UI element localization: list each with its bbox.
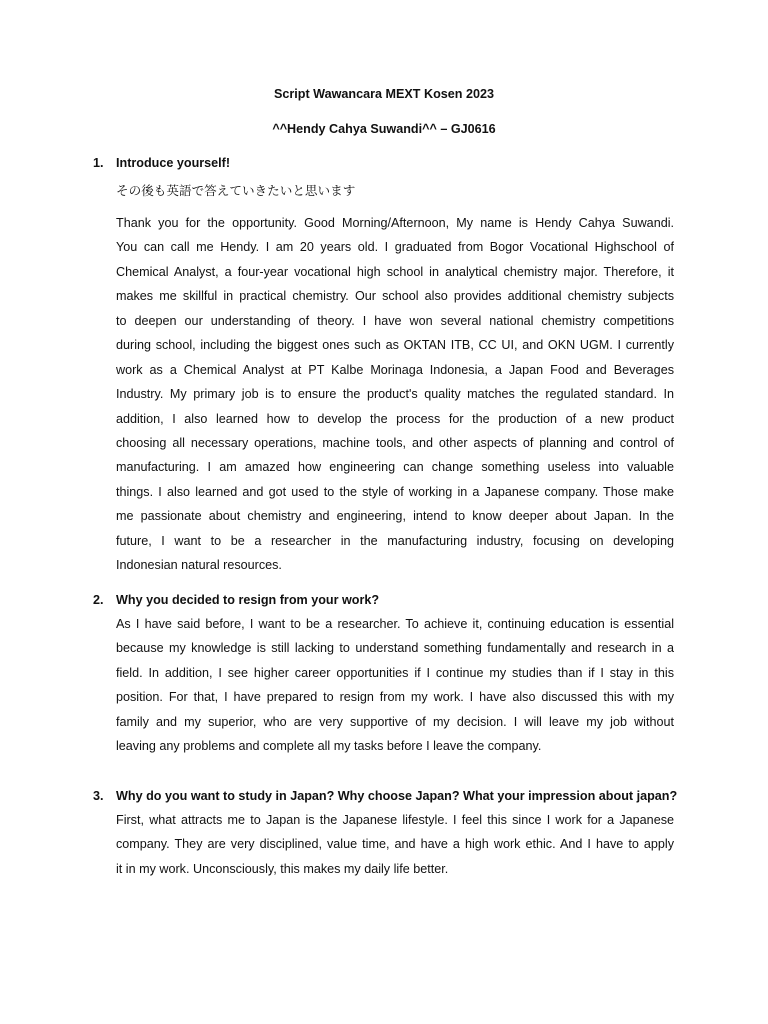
question-heading: Why do you want to study in Japan? Why choose Japan? What your impression about japan? — [116, 789, 678, 803]
japanese-note: その後も英語で答えていきたいと思います — [116, 183, 356, 198]
answer-line: Thank you for the opportunity. Good Morning/Afternoon, My name is Hendy Cahya Suwandi. — [116, 216, 674, 230]
answer-line: field. In addition, I see higher career opportunities if I continue my studies than if I stay in this — [116, 665, 674, 680]
answer-line: because my knowledge is still lacking to understand something fundamentally and research in a — [116, 641, 674, 656]
answer-line: addition, I also learned how to develop the process for the production of a new product — [116, 411, 674, 426]
answer-line: You can call me Hendy. I am 20 years old. I graduated from Bogor Vocational Highschool of — [116, 240, 674, 255]
answer-line: family and my superior, who are very supportive of my decision. I will leave my job without — [116, 714, 674, 729]
question-heading: Why you decided to resign from your work? — [116, 593, 380, 607]
answer-line: manufacturing. I am amazed how engineering can change something useless into valuable — [116, 460, 674, 475]
answer-line: work as a Chemical Analyst at PT Kalbe Morinaga Indonesia, a Japan Food and Beverages — [116, 362, 674, 377]
question-number: 1. — [93, 156, 104, 170]
answer-paragraph — [116, 211, 674, 578]
question-number: 3. — [93, 789, 104, 803]
answer-line: choosing all necessary operations, machine tools, and other aspects of planning and control of — [116, 435, 674, 450]
answer-paragraph — [116, 808, 674, 881]
answer-line: to deepen our understanding of theory. I have won several national chemistry competitions — [116, 313, 674, 328]
question-number: 2. — [93, 593, 104, 607]
question-heading: Introduce yourself! — [116, 156, 231, 170]
answer-line: leaving any problems and complete all my tasks before I leave the company. — [116, 739, 542, 754]
answer-line: during school, including the biggest ones such as OKTAN ITB, CC UI, and OKN UGM. I currently — [116, 338, 674, 353]
answer-line: me passionate about chemistry and engineering, intend to know deeper about Japan. In the — [116, 509, 674, 524]
answer-line: As I have said before, I want to be a researcher. To achieve it, continuing education is essential — [116, 617, 674, 631]
answer-line: Industry. My primary job is to ensure the product's quality matches the regulated standard. In — [116, 387, 674, 402]
answer-line: future, I want to be a researcher in the manufacturing industry, focusing on developing — [116, 533, 674, 548]
answer-paragraph — [116, 612, 674, 759]
document-title: Script Wawancara MEXT Kosen 2023 — [273, 87, 494, 101]
answer-line: position. For that, I have prepared to resign from my work. I have also discussed this with my — [116, 690, 674, 705]
answer-line: company. They are very disciplined, value time, and have a high work ethic. And I have to apply — [116, 837, 674, 852]
document-author: ^^Hendy Cahya Suwandi^^ – GJ0616 — [272, 122, 496, 136]
answer-line: makes me skillful in practical chemistry. Our school also provides additional chemistry subjects — [116, 289, 674, 304]
answer-line: Chemical Analyst, a four-year vocational high school in analytical chemistry major. Therefore, it — [116, 264, 674, 279]
answer-line: it in my work. Unconsciously, this makes my daily life better. — [116, 861, 449, 876]
answer-line: Indonesian natural resources. — [116, 558, 282, 573]
answer-line: First, what attracts me to Japan is the Japanese lifestyle. I feel this since I work for a Japanese — [116, 813, 674, 827]
answer-line: things. I also learned and got used to the style of working in a Japanese company. Those make — [116, 484, 674, 499]
